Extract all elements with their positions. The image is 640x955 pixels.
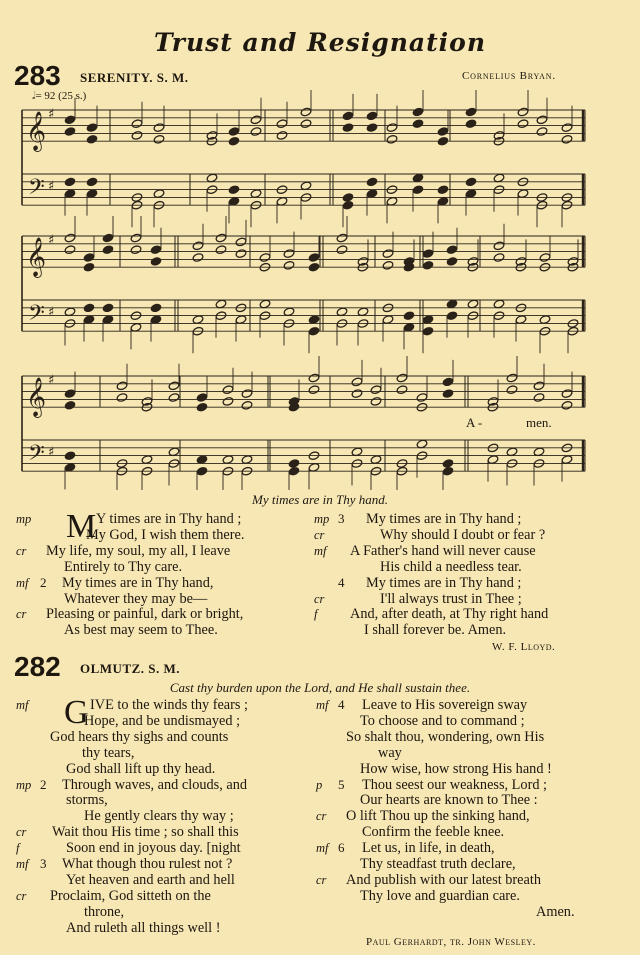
verse-line: God shall lift up thy head. (66, 760, 216, 777)
svg-text:𝄢: 𝄢 (28, 175, 45, 205)
verse-line: A Father's hand will never cause (350, 542, 536, 559)
verse-line: throne, (84, 903, 125, 920)
verse-line: Thy love and guardian care. (360, 887, 520, 904)
dynamic-mark: mf (316, 698, 329, 712)
verse-line: And publish with our latest breath (346, 871, 541, 888)
hymn-282-epigraph: Cast thy burden upon the Lord, and He shall sustain thee. (169, 680, 471, 695)
verse-number: 6 (338, 840, 345, 856)
drop-cap-g: G (64, 694, 89, 731)
verse-line: O lift Thou up the sinking hand, (346, 808, 530, 825)
svg-text:𝄞: 𝄞 (26, 237, 47, 277)
verse-line: Amen. (536, 903, 575, 920)
dynamic-mark: cr (314, 527, 325, 542)
verse-line: Yet heaven and earth and hell (66, 871, 235, 888)
svg-text:𝄞: 𝄞 (26, 377, 47, 417)
verse-line: My times are in Thy hand ; (366, 511, 522, 527)
svg-text:♯: ♯ (48, 107, 55, 122)
verse-line: What though thou rulest not ? (62, 856, 233, 872)
verse-number: 4 (338, 697, 345, 712)
svg-text:𝄢: 𝄢 (28, 441, 45, 471)
hymn-283-tune: SERENITY. S. M. (80, 70, 189, 85)
verse-line: way (378, 744, 402, 761)
verse-line: storms, (66, 792, 108, 809)
verse-line: Entirely to Thy care. (64, 558, 183, 575)
svg-text:♯: ♯ (48, 373, 55, 388)
verse-number: 2 (40, 776, 47, 792)
svg-text:𝄢: 𝄢 (28, 301, 45, 331)
verse-number: 2 (40, 574, 47, 590)
verse-line: Leave to His sovereign sway (362, 697, 528, 713)
half-note-icon: 𝅗𝅥 (32, 90, 36, 102)
dynamic-mark: cr (16, 543, 27, 558)
hymn-282-author: Paul Gerhardt, tr. John Wesley. (366, 936, 536, 948)
verse-line: Thou seest our weakness, Lord ; (362, 776, 548, 793)
dynamic-mark: mp (16, 777, 32, 792)
hymn-283-tempo: 𝅗𝅥= 92 (25 s.) (32, 90, 87, 102)
verse-line: And, after death, at Thy right hand (350, 606, 549, 623)
dynamic-mark: cr (16, 825, 27, 840)
dynamic-mark: mp (16, 512, 32, 526)
verse-number: 3 (40, 856, 47, 871)
svg-text:♯: ♯ (48, 233, 55, 248)
dynamic-mark: cr (316, 872, 327, 887)
svg-text:♯: ♯ (48, 445, 55, 460)
verse-line: Y times are in Thy hand ; (96, 511, 242, 527)
page-title: Trust and Resignation (153, 28, 487, 57)
dynamic-mark: cr (316, 809, 327, 824)
hymn-282-number: 282 (14, 651, 61, 682)
drop-cap-m: M (66, 508, 97, 545)
verse-line: Thy steadfast truth declare, (360, 856, 516, 872)
verse-line: Our hearts are known to Thee : (360, 792, 538, 809)
verse-line: How wise, how strong His hand ! (360, 760, 552, 777)
dynamic-mark: mf (16, 698, 29, 712)
verse-line: Let us, in life, in death, (362, 840, 495, 857)
svg-text:𝄞: 𝄞 (26, 111, 47, 151)
verse-number: 4 (338, 574, 345, 590)
svg-text:♯: ♯ (48, 179, 55, 194)
verse-line: Confirm the feeble knee. (362, 824, 505, 841)
verse-line: My times are in Thy hand ; (366, 574, 522, 591)
verse-line: God hears thy sighs and counts (50, 728, 229, 745)
hymn-282-tune: OLMUTZ. S. M. (80, 661, 181, 676)
dynamic-mark: mf (16, 857, 29, 871)
verse-line: Why should I doubt or fear ? (380, 526, 546, 543)
hymn-283-composer: Cornelius Bryan. (462, 70, 556, 82)
verse-line: To choose and to command ; (360, 712, 525, 729)
dynamic-mark: f (16, 841, 20, 856)
dynamic-mark: cr (16, 607, 27, 622)
hymn-283-number: 283 (14, 60, 61, 91)
verse-number: 3 (338, 511, 345, 526)
verse-line: I shall forever be. Amen. (364, 622, 507, 639)
dynamic-mark: mf (16, 575, 29, 590)
dynamic-mark: f (314, 607, 318, 622)
verse-line: Hope, and be undismayed ; (84, 712, 241, 729)
verse-line: thy tears, (82, 744, 135, 761)
hymn-283-author: W. F. Lloyd. (492, 641, 556, 653)
verse-line: As best may seem to Thee. (64, 622, 218, 639)
dynamic-mark: p (316, 777, 323, 792)
verse-line: My times are in Thy hand, (62, 574, 214, 591)
verse-line: Through waves, and clouds, and (62, 776, 248, 793)
dynamic-mark: mf (316, 841, 329, 856)
verse-line: Wait thou His time ; so shall this (52, 824, 239, 841)
verse-line: He gently clears thy way ; (84, 808, 234, 825)
svg-text:♯: ♯ (48, 305, 55, 320)
verse-line: His child a needless tear. (380, 558, 522, 575)
verse-line: Proclaim, God sitteth on the (50, 887, 211, 904)
verse-line: IVE to the winds thy fears ; (90, 697, 249, 713)
verse-line: So shalt thou, wondering, own His (346, 728, 545, 745)
hymn-283-epigraph: My times are in Thy hand. (252, 492, 388, 507)
verse-line: My life, my soul, my all, I leave (46, 542, 231, 559)
verse-line: Soon end in joyous day. [night (66, 840, 241, 857)
dynamic-mark: mf (314, 543, 327, 558)
dynamic-mark: cr (314, 591, 325, 606)
dynamic-mark: mp (314, 512, 330, 526)
dynamic-mark: cr (16, 888, 27, 903)
verse-line: My God, I wish them there. (86, 526, 245, 543)
amen-syllable-a: A - (466, 415, 483, 430)
verse-line: And ruleth all things well ! (66, 919, 221, 936)
verse-line: Whatever they may be— (64, 590, 208, 607)
amen-syllable-men: men. (526, 415, 552, 430)
verse-line: Pleasing or painful, dark or bright, (46, 606, 244, 623)
verse-number: 5 (338, 776, 345, 792)
verse-line: I'll always trust in Thee ; (380, 590, 522, 607)
